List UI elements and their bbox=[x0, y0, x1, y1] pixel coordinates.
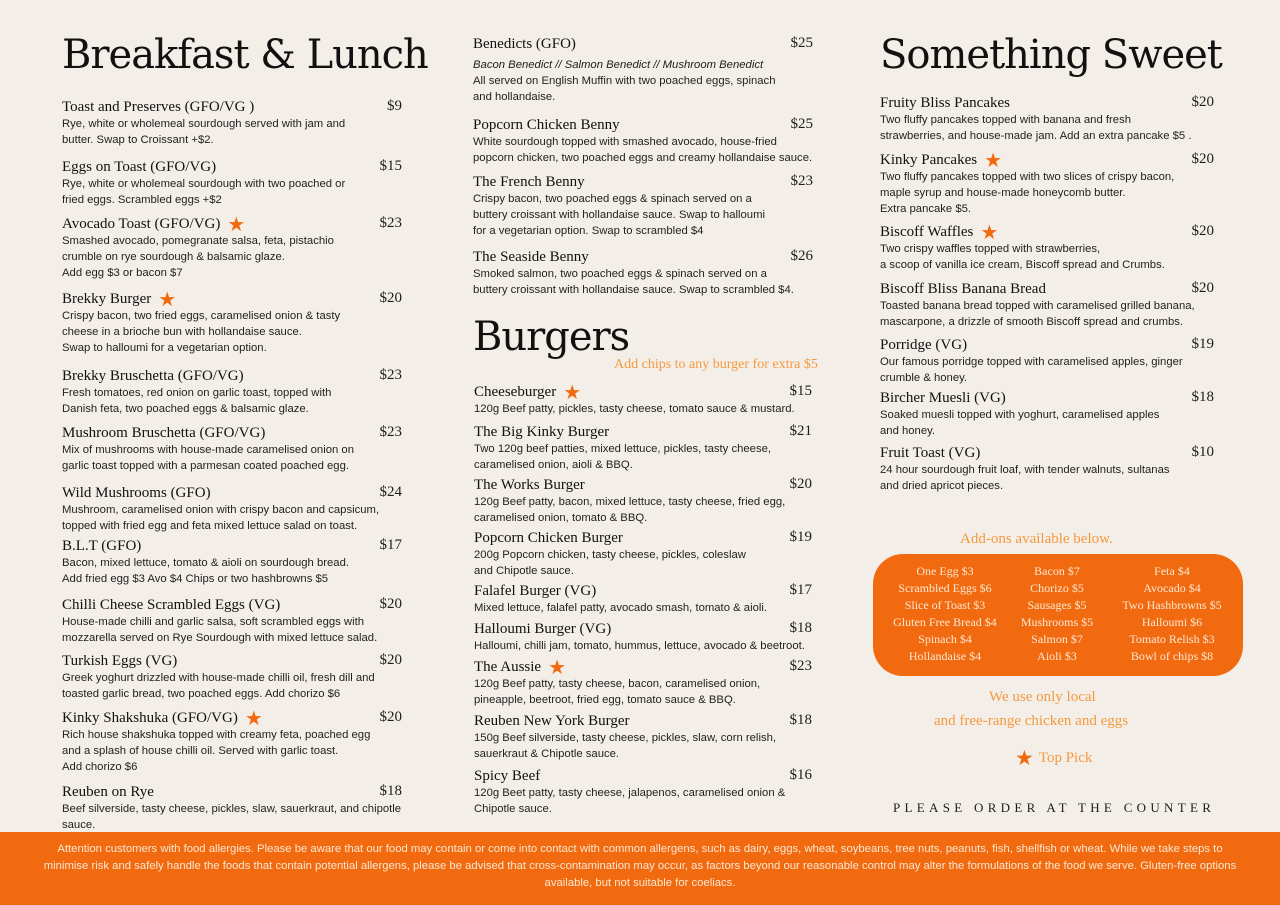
star-icon: ★ bbox=[158, 288, 177, 311]
star-icon: ★ bbox=[984, 149, 1002, 172]
menu-item-header bbox=[62, 213, 402, 236]
menu-item-description: Fresh tomatoes, red onion on garlic toast, topped with Danish feta, two poached eggs & balsamic glaze. bbox=[62, 387, 332, 415]
menu-item-name-text: Wild Mushrooms (GFO) bbox=[62, 485, 211, 501]
menu-item-description: Two fluffy pancakes topped with two slices of crispy bacon, maple syrup and house-made honeycomb butter. Extra pancake $5. bbox=[880, 171, 1175, 215]
menu-item-name-text: Bircher Muesli (VG) bbox=[880, 390, 1006, 406]
menu-item-name bbox=[880, 95, 1010, 112]
menu-item bbox=[473, 173, 813, 239]
menu-item-description: Bacon, mixed lettuce, tomato & aioli on sourdough bread. Add fried egg $3 Avo $4 Chips or two hashbrowns $5 bbox=[62, 557, 349, 585]
menu-item-name bbox=[62, 425, 265, 442]
menu-item-name bbox=[473, 117, 620, 134]
menu-item-price: $17 bbox=[379, 537, 402, 553]
menu-item bbox=[62, 537, 402, 587]
menu-item bbox=[474, 767, 812, 817]
menu-item-price: $24 bbox=[379, 484, 402, 500]
addon-item: Two Hashbrowns $5 bbox=[1122, 598, 1222, 612]
menu-item-name-text: Chilli Cheese Scrambled Eggs (VG) bbox=[62, 597, 281, 613]
menu-item-header bbox=[62, 98, 402, 116]
addon-item: Hollandaise $4 bbox=[908, 649, 982, 663]
menu-item-description: Mixed lettuce, falafel patty, avocado smash, tomato & aioli. bbox=[474, 602, 768, 614]
menu-item-price: $25 bbox=[790, 116, 813, 132]
addons-heading: Add-ons available below. bbox=[960, 531, 1113, 547]
menu-item-header bbox=[880, 389, 1214, 407]
allergy-banner bbox=[0, 832, 1280, 905]
menu-item-name bbox=[880, 445, 980, 462]
local-note-line1: We use only local bbox=[989, 689, 1096, 705]
menu-item bbox=[474, 383, 812, 417]
menu-item-name-text: B.L.T (GFO) bbox=[62, 538, 142, 554]
menu-item bbox=[474, 582, 812, 616]
menu-item-header bbox=[62, 537, 402, 555]
menu-item-price: $20 bbox=[1191, 280, 1214, 296]
menu-item bbox=[473, 116, 813, 166]
menu-item-price: $23 bbox=[790, 173, 813, 189]
menu-item-name bbox=[474, 381, 582, 404]
menu-item-header bbox=[62, 596, 402, 614]
menu-item-description: Mushroom, caramelised onion with crispy bacon and capsicum, topped with fried egg and feta mixed lettuce salad on toast. bbox=[62, 504, 380, 532]
menu-item-name bbox=[62, 707, 263, 730]
menu-item-description: Smoked salmon, two poached eggs & spinach served on a buttery croissant with hollandaise sauce. Swap to scrambled $4. bbox=[473, 268, 794, 296]
star-icon: ★ bbox=[563, 381, 582, 404]
menu-item bbox=[474, 476, 812, 526]
menu-item-name-text: Falafel Burger (VG) bbox=[474, 583, 597, 599]
menu-item-name bbox=[62, 288, 177, 311]
menu-item-header bbox=[474, 529, 812, 547]
menu-item-price: $19 bbox=[789, 529, 812, 545]
menu-item-name-text: Halloumi Burger (VG) bbox=[474, 621, 612, 637]
menu-item bbox=[62, 652, 402, 702]
menu-item-name bbox=[474, 530, 623, 547]
menu-item-name bbox=[880, 221, 999, 244]
star-icon: ★ bbox=[244, 707, 263, 730]
menu-item-description: Rye, white or wholemeal sourdough with two poached or fried eggs. Scrambled eggs +$2 bbox=[62, 178, 346, 206]
menu-item-name bbox=[474, 583, 596, 600]
menu-item bbox=[62, 709, 402, 775]
menu-item-name-text: Popcorn Chicken Burger bbox=[474, 530, 623, 546]
menu-item-description: 24 hour sourdough fruit loaf, with tender walnuts, sultanas and dried apricot pieces. bbox=[880, 464, 1170, 492]
menu-item-price: $20 bbox=[379, 596, 402, 612]
menu-item-description: Toasted banana bread topped with caramelised grilled banana, mascarpone, a drizzle of smooth Biscoff spread and crumbs. bbox=[880, 300, 1195, 328]
sweet-title: Something Sweet bbox=[880, 32, 1222, 78]
menu-item-description: Greek yoghurt drizzled with house-made chilli oil, fresh dill and toasted garlic bread, two poached eggs. Add chorizo $6 bbox=[62, 672, 375, 700]
star-icon: ★ bbox=[227, 213, 246, 236]
menu-item-header bbox=[474, 620, 812, 638]
menu-item-name bbox=[473, 36, 576, 53]
addon-item: Bacon $7 bbox=[1034, 564, 1080, 578]
addons-column bbox=[1009, 563, 1105, 665]
addon-item: Avocado $4 bbox=[1143, 581, 1201, 595]
menu-item bbox=[473, 35, 813, 105]
breakfast-title: Breakfast & Lunch bbox=[62, 32, 428, 78]
menu-item-variants: Bacon Benedict // Salmon Benedict // Mushroom Benedict bbox=[473, 59, 764, 71]
addon-item: Bowl of chips $8 bbox=[1130, 649, 1214, 663]
addon-item: Slice of Toast $3 bbox=[904, 598, 986, 612]
menu-item-description: Two fluffy pancakes topped with banana and fresh strawberries, and house-made jam. Add an extra pancake $5 . bbox=[880, 114, 1192, 142]
menu-item-price: $20 bbox=[1191, 151, 1214, 167]
menu-item-price: $23 bbox=[379, 367, 402, 383]
menu-item-name bbox=[62, 653, 177, 670]
menu-item-name-text: Avocado Toast (GFO/VG) bbox=[62, 216, 221, 232]
menu-item-header bbox=[62, 424, 402, 442]
menu-item-name bbox=[474, 477, 585, 494]
menu-item-name-text: Brekky Bruschetta (GFO/VG) bbox=[62, 368, 244, 384]
menu-item-name-text: The Big Kinky Burger bbox=[474, 424, 610, 440]
menu-item bbox=[62, 290, 402, 356]
menu-item-description: Rye, white or wholemeal sourdough served with jam and butter. Swap to Croissant +$2. bbox=[62, 118, 346, 146]
menu-item bbox=[880, 151, 1214, 217]
menu-item-price: $19 bbox=[1191, 336, 1214, 352]
menu-item bbox=[880, 94, 1214, 144]
menu-item-price: $15 bbox=[789, 383, 812, 399]
top-pick-legend bbox=[1015, 746, 1092, 771]
menu-item-name-text: Fruity Bliss Pancakes bbox=[880, 95, 1010, 111]
addons-column bbox=[1105, 563, 1239, 665]
menu-item-header bbox=[62, 783, 402, 801]
burgers-title: Burgers bbox=[473, 314, 630, 360]
addon-item: Chorizo $5 bbox=[1030, 581, 1084, 595]
menu-item bbox=[880, 223, 1214, 273]
menu-item-description: Two 120g beef patties, mixed lettuce, pickles, tasty cheese, caramelised onion, aioli & BBQ. bbox=[474, 443, 772, 471]
menu-item-price: $18 bbox=[379, 783, 402, 799]
addon-item: Halloumi $6 bbox=[1141, 615, 1203, 629]
menu-item-header bbox=[880, 94, 1214, 112]
menu-item-header bbox=[474, 381, 812, 404]
menu-item-name-text: Reuben on Rye bbox=[62, 784, 154, 800]
menu-item-name-text: Popcorn Chicken Benny bbox=[473, 117, 620, 133]
local-note-line2: and free-range chicken and eggs bbox=[934, 713, 1129, 729]
menu-item-price: $15 bbox=[379, 158, 402, 174]
addon-item: Tomato Relish $3 bbox=[1129, 632, 1215, 646]
menu-item-name bbox=[62, 368, 244, 385]
menu-item-header bbox=[474, 656, 812, 679]
menu-item-description: Rich house shakshuka topped with creamy feta, poached egg and a splash of house chilli oil. Served with garlic toast. Add chorizo $6 bbox=[62, 729, 371, 773]
menu-item-name-text: Kinky Shakshuka (GFO/VG) bbox=[62, 710, 238, 726]
menu-item bbox=[880, 336, 1214, 386]
menu-item bbox=[473, 248, 813, 298]
menu-item-header bbox=[473, 173, 813, 191]
addon-item: One Egg $3 bbox=[916, 564, 974, 578]
menu-item bbox=[62, 596, 402, 646]
menu-item bbox=[880, 389, 1214, 439]
menu-item bbox=[62, 367, 402, 417]
menu-item-name-text: Porridge (VG) bbox=[880, 337, 968, 353]
menu-item-description: 120g Beef patty, pickles, tasty cheese, tomato sauce & mustard. bbox=[474, 403, 795, 415]
menu-item bbox=[474, 712, 812, 762]
menu-item-price: $20 bbox=[379, 652, 402, 668]
menu-item-header bbox=[473, 248, 813, 266]
menu-item-name bbox=[474, 424, 609, 441]
menu-item-price: $16 bbox=[789, 767, 812, 783]
menu-item-header bbox=[474, 423, 812, 441]
menu-item-price: $20 bbox=[789, 476, 812, 492]
menu-item-name bbox=[62, 213, 246, 236]
menu-item-description: Crispy bacon, two poached eggs & spinach served on a buttery croissant with hollandaise sauce. Swap to halloumi for a vegetarian option. Swap to scrambled $4 bbox=[473, 193, 765, 237]
order-note: PLEASE ORDER AT THE COUNTER bbox=[893, 800, 1216, 815]
menu-item-name bbox=[474, 656, 567, 679]
menu-item-description: White sourdough topped with smashed avocado, house-fried popcorn chicken, two poached eggs and creamy hollandaise sauce. bbox=[473, 136, 813, 164]
menu-item-name-text: The Seaside Benny bbox=[473, 249, 589, 265]
menu-item bbox=[474, 620, 812, 654]
menu-item-price: $20 bbox=[379, 290, 402, 306]
menu-item bbox=[62, 215, 402, 281]
star-icon: ★ bbox=[980, 221, 999, 244]
menu-item-price: $23 bbox=[379, 215, 402, 231]
menu-item-description: Soaked muesli topped with yoghurt, caramelised apples and honey. bbox=[880, 409, 1160, 437]
menu-item bbox=[880, 280, 1214, 330]
menu-item-name-text: The French Benny bbox=[473, 174, 585, 190]
menu-item-description: House-made chilli and garlic salsa, soft scrambled eggs with mozzarella served on Rye Sourdough with mixed lettuce salad. bbox=[62, 616, 378, 644]
menu-item-description: 200g Popcorn chicken, tasty cheese, pickles, coleslaw and Chipotle sauce. bbox=[474, 549, 746, 577]
star-icon: ★ bbox=[1015, 747, 1034, 770]
star-icon: ★ bbox=[548, 656, 567, 679]
menu-item-name bbox=[474, 713, 630, 730]
menu-item bbox=[474, 423, 812, 473]
menu-item-price: $23 bbox=[789, 658, 812, 674]
menu-item-name bbox=[62, 485, 211, 502]
menu-item-name bbox=[473, 249, 589, 266]
menu-item-description: 120g Beef patty, tasty cheese, bacon, caramelised onion, pineapple, beetroot, fried egg, tomato sauce & BBQ. bbox=[474, 678, 761, 706]
menu-item bbox=[62, 98, 402, 148]
addon-item: Sausages $5 bbox=[1027, 598, 1087, 612]
menu-item bbox=[880, 444, 1214, 494]
menu-item-price: $21 bbox=[789, 423, 812, 439]
menu-item-name-text: Kinky Pancakes bbox=[880, 152, 978, 168]
menu-item-name-text: Toast and Preserves (GFO/VG ) bbox=[62, 99, 255, 115]
menu-item-name-text: Fruit Toast (VG) bbox=[880, 445, 981, 461]
menu-item-header bbox=[62, 288, 402, 311]
menu-item-price: $26 bbox=[790, 248, 813, 264]
menu-item-name-text: Spicy Beef bbox=[474, 768, 541, 784]
menu-item-name-text: Mushroom Bruschetta (GFO/VG) bbox=[62, 425, 266, 441]
menu-item-header bbox=[880, 336, 1214, 354]
menu-item bbox=[62, 783, 402, 833]
menu-item-header bbox=[62, 707, 402, 730]
menu-item-name-text: Benedicts (GFO) bbox=[473, 36, 576, 52]
menu-item-description: Our famous porridge topped with caramelised apples, ginger crumble & honey. bbox=[880, 356, 1183, 384]
menu-item-name-text: Turkish Eggs (VG) bbox=[62, 653, 178, 669]
menu-item-price: $25 bbox=[790, 35, 813, 51]
menu-item-price: $9 bbox=[387, 98, 402, 114]
menu-item-description: 150g Beef silverside, tasty cheese, pickles, slaw, corn relish, sauerkraut & Chipotle sauce. bbox=[474, 732, 777, 760]
menu-item bbox=[62, 484, 402, 534]
menu-item-description: Mix of mushrooms with house-made caramelised onion on garlic toast topped with a parmesan coated poached egg. bbox=[62, 444, 354, 472]
addons-column bbox=[881, 563, 1009, 665]
menu-item-description: All served on English Muffin with two poached eggs, spinach and hollandaise. bbox=[473, 75, 776, 103]
menu-item-description: Smashed avocado, pomegranate salsa, feta, pistachio crumble on rye sourdough & balsamic glaze. Add egg $3 or bacon $7 bbox=[62, 235, 334, 279]
menu-item bbox=[62, 424, 402, 474]
menu-item-price: $20 bbox=[1191, 94, 1214, 110]
menu-item-header bbox=[474, 767, 812, 785]
menu-item bbox=[474, 658, 812, 708]
menu-item-header bbox=[474, 712, 812, 730]
menu-item-header bbox=[62, 367, 402, 385]
menu-item bbox=[62, 158, 402, 208]
menu-item-name-text: The Aussie bbox=[474, 659, 542, 675]
menu-item-name-text: Biscoff Bliss Banana Bread bbox=[880, 281, 1046, 297]
menu-item-price: $18 bbox=[1191, 389, 1214, 405]
menu-item bbox=[474, 529, 812, 579]
addon-item: Salmon $7 bbox=[1031, 632, 1083, 646]
chips-note: Add chips to any burger for extra $5 bbox=[614, 357, 818, 372]
addon-item: Feta $4 bbox=[1154, 564, 1190, 578]
menu-item-name-text: The Works Burger bbox=[474, 477, 585, 493]
menu-item-name bbox=[62, 538, 141, 555]
menu-item-price: $10 bbox=[1191, 444, 1214, 460]
menu-item-header bbox=[62, 652, 402, 670]
menu-item-header bbox=[880, 149, 1214, 172]
menu-item-description: 120g Beet patty, tasty cheese, jalapenos, caramelised onion & Chipotle sauce. bbox=[474, 787, 786, 815]
menu-item-name bbox=[62, 99, 254, 116]
menu-item-name-text: Brekky Burger bbox=[62, 291, 152, 307]
menu-item-header bbox=[62, 158, 402, 176]
menu-item-price: $20 bbox=[1191, 223, 1214, 239]
menu-item-description: Two crispy waffles topped with strawberries, a scoop of vanilla ice cream, Biscoff spread and Crumbs. bbox=[880, 243, 1165, 271]
menu-item-name bbox=[62, 784, 154, 801]
menu-item-description: Beef silverside, tasty cheese, pickles, slaw, sauerkraut, and chipotle sauce. bbox=[62, 803, 402, 831]
menu-item-name bbox=[474, 621, 611, 638]
menu-item-name bbox=[474, 768, 540, 785]
menu-item-header bbox=[473, 116, 813, 134]
allergy-notice: Attention customers with food allergies. Please be aware that our food may contain or come into contact with common allergens, such as dairy, eggs, wheat, soybeans, tree nuts, peanuts, fish, shellfish or wheat. While we take steps to minimise risk and safely handle the foods that contain potential allergens, please be advised that cross-contamination may occur, as factors beyond our reasonable control may alter the formulations of the food we serve. Gluten-free options available, but not suitable for coeliacs. bbox=[43, 843, 1237, 889]
menu-item-name-text: Eggs on Toast (GFO/VG) bbox=[62, 159, 217, 175]
addon-item: Scrambled Eggs $6 bbox=[898, 581, 992, 595]
menu-item-header bbox=[474, 582, 812, 600]
menu-item-price: $18 bbox=[789, 712, 812, 728]
menu-item-price: $20 bbox=[379, 709, 402, 725]
menu-item-header bbox=[880, 444, 1214, 462]
menu-item-name-text: Reuben New York Burger bbox=[474, 713, 630, 729]
menu-item-name bbox=[880, 390, 1006, 407]
menu-item-description: Halloumi, chilli jam, tomato, hummus, lettuce, avocado & beetroot. bbox=[474, 640, 805, 652]
menu-item-name bbox=[880, 281, 1046, 298]
menu-item-description: Crispy bacon, two fried eggs, caramelised onion & tasty cheese in a brioche bun with hollandaise sauce. Swap to halloumi for a vegetarian option. bbox=[62, 310, 341, 354]
menu-item-header bbox=[880, 280, 1214, 298]
menu-item-header bbox=[473, 35, 813, 53]
addons-box bbox=[873, 554, 1243, 676]
menu-item-name bbox=[62, 597, 280, 614]
menu-item-price: $18 bbox=[789, 620, 812, 636]
top-pick-label: Top Pick bbox=[1038, 750, 1093, 766]
addon-item: Gluten Free Bread $4 bbox=[893, 615, 997, 629]
menu-item-header bbox=[880, 221, 1214, 244]
menu-item-name bbox=[880, 149, 1002, 172]
addon-item: Mushrooms $5 bbox=[1020, 615, 1094, 629]
menu-item-description: 120g Beef patty, bacon, mixed lettuce, tasty cheese, fried egg, caramelised onion, tomato & BBQ. bbox=[474, 496, 786, 524]
addon-item: Spinach $4 bbox=[918, 632, 972, 646]
menu-item-name bbox=[62, 159, 216, 176]
menu-item-header bbox=[474, 476, 812, 494]
menu-item-name-text: Cheeseburger bbox=[474, 384, 557, 400]
menu-item-name-text: Biscoff Waffles bbox=[880, 224, 974, 240]
menu-item-price: $17 bbox=[789, 582, 812, 598]
menu-item-name bbox=[880, 337, 967, 354]
menu-item-header bbox=[62, 484, 402, 502]
menu-item-name bbox=[473, 174, 585, 191]
menu-item-price: $23 bbox=[379, 424, 402, 440]
addon-item: Aioli $3 bbox=[1037, 649, 1077, 663]
